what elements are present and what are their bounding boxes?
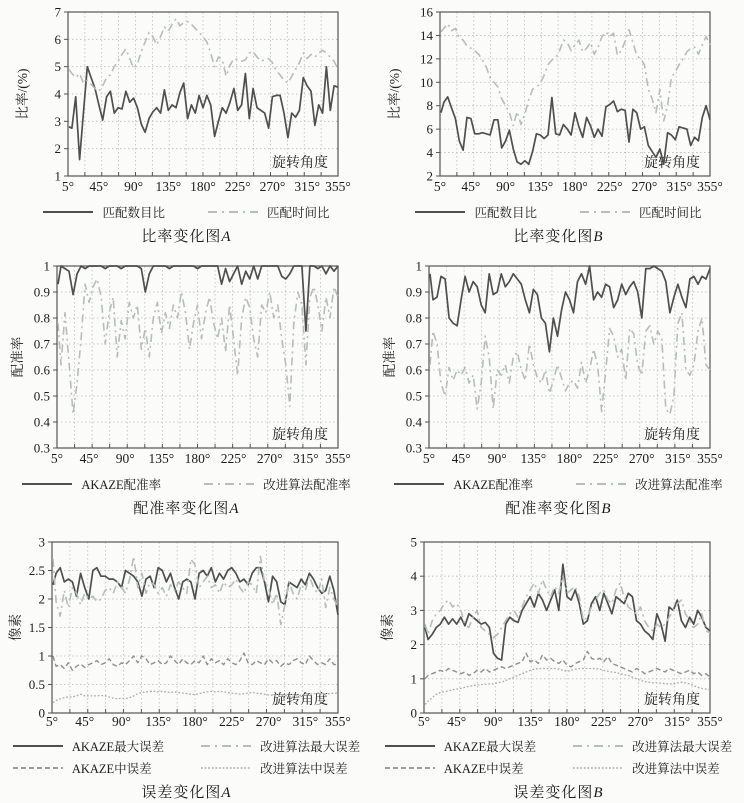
- y-tick-label: 0.7: [405, 336, 422, 352]
- y-tick-label: 6: [426, 121, 433, 137]
- caption-suffix: A: [229, 501, 239, 517]
- x-tick-label: 270°: [627, 714, 654, 729]
- legend-line-sample: [384, 741, 436, 751]
- series-line: [53, 556, 338, 624]
- x-tick-label: 315°: [294, 179, 320, 194]
- y-tick-label: 12: [420, 51, 433, 67]
- chart-ratio-a-caption: [141, 225, 230, 246]
- y-tick-label: 0.5: [28, 677, 45, 692]
- x-tick-label: 90°: [112, 714, 131, 729]
- x-axis-annotation: 旋转角度: [644, 156, 700, 171]
- legend-item: [200, 737, 360, 755]
- y-tick-label: 7: [54, 4, 61, 20]
- chart-error-a-legend: [12, 737, 360, 777]
- legend-item: [572, 759, 732, 777]
- legend-label: 匹配数目比: [102, 206, 165, 220]
- legend-item: [384, 737, 536, 755]
- legend-label: AKAZE配准率: [81, 478, 162, 492]
- chart-error-b-legend: [384, 737, 732, 777]
- legend-label: 改进算法配准率: [263, 478, 351, 492]
- x-tick-label: 315°: [293, 451, 319, 466]
- chart-ratio-b-caption: [513, 225, 602, 246]
- y-tick-label: 5: [54, 59, 61, 75]
- x-tick-label: 135°: [527, 179, 554, 194]
- x-tick-label: 355°: [325, 451, 351, 466]
- y-axis-title: 像素: [380, 614, 395, 641]
- y-tick-label: 0.8: [405, 310, 422, 326]
- y-axis-title: 比率/(%): [15, 68, 30, 120]
- y-tick-label: 1: [38, 648, 45, 664]
- y-tick-label: 16: [420, 4, 433, 20]
- x-tick-label: 315°: [664, 714, 691, 729]
- y-tick-label: 3: [410, 602, 417, 618]
- y-tick-label: 1: [410, 671, 417, 687]
- legend-item: [12, 759, 164, 777]
- x-axis-annotation: 旋转角度: [644, 693, 700, 708]
- chart-registration-a-caption: [133, 497, 238, 518]
- chart-registration-b: [372, 250, 744, 530]
- x-tick-label: 5°: [417, 714, 431, 729]
- legend-label: 改进算法配准率: [635, 478, 723, 492]
- x-tick-label: 90°: [124, 179, 144, 194]
- chart-error-a: [0, 530, 372, 803]
- x-tick-label: 270°: [255, 714, 282, 729]
- legend-item: [200, 759, 360, 777]
- x-tick-label: 270°: [256, 451, 283, 466]
- y-tick-label: 1: [415, 258, 422, 274]
- legend-line-sample: [203, 479, 255, 489]
- y-tick-label: 3: [38, 534, 45, 550]
- legend-item: [579, 203, 702, 221]
- legend-line-sample: [579, 207, 631, 217]
- x-tick-label: 270°: [259, 179, 286, 194]
- y-tick-label: 3: [54, 113, 61, 129]
- x-tick-label: 225°: [596, 179, 623, 194]
- x-tick-label: 5°: [50, 451, 64, 466]
- caption-text: 配准率变化图: [133, 501, 230, 517]
- y-tick-label: 10: [420, 74, 433, 90]
- chart-ratio-b-legend: [414, 203, 701, 221]
- x-tick-label: 90°: [484, 714, 503, 729]
- y-tick-label: 0.9: [405, 284, 422, 300]
- legend-item: [575, 475, 723, 493]
- legend-line-sample: [42, 207, 94, 217]
- y-tick-label: 14: [420, 27, 433, 43]
- legend-label: 改进算法中误差: [632, 762, 720, 776]
- x-tick-label: 225°: [590, 714, 617, 729]
- y-axis-title: 配准率: [10, 336, 25, 378]
- chart-error-b-caption: [513, 781, 602, 802]
- x-tick-label: 45°: [451, 451, 471, 466]
- x-tick-label: 225°: [220, 451, 247, 466]
- series-line: [441, 97, 710, 164]
- y-tick-label: 1.5: [28, 620, 45, 635]
- x-axis-annotation: 旋转角度: [272, 693, 328, 708]
- y-axis-title: 像素: [8, 614, 23, 641]
- series-line: [425, 564, 710, 660]
- legend-line-sample: [575, 479, 627, 489]
- x-tick-label: 225°: [224, 179, 251, 194]
- caption-suffix: A: [221, 229, 231, 245]
- y-tick-label: 4: [426, 145, 433, 161]
- y-tick-label: 0.6: [33, 362, 50, 378]
- chart-error-b: [372, 530, 744, 803]
- x-tick-label: 5°: [422, 451, 436, 466]
- legend-line-sample: [414, 207, 466, 217]
- x-tick-label: 225°: [592, 451, 619, 466]
- series-line: [425, 651, 710, 678]
- y-tick-label: 2: [410, 637, 417, 653]
- legend-label: AKAZE中误差: [71, 762, 152, 776]
- y-tick-label: 0.5: [405, 388, 422, 404]
- x-tick-label: 45°: [75, 714, 95, 729]
- caption-suffix: A: [221, 785, 231, 801]
- x-tick-label: 180°: [554, 714, 580, 729]
- series-line: [69, 19, 338, 92]
- legend-label: 匹配时间比: [267, 206, 330, 220]
- legend-line-sample: [572, 741, 624, 751]
- y-tick-label: 1: [54, 168, 61, 184]
- legend-label: AKAZE中误差: [443, 762, 524, 776]
- x-tick-label: 270°: [631, 179, 658, 194]
- chart-registration-a-plot: [0, 250, 372, 470]
- y-tick-label: 0.8: [33, 310, 50, 326]
- legend-line-sample: [12, 741, 64, 751]
- y-tick-label: 0.4: [405, 414, 422, 430]
- x-tick-label: 315°: [292, 714, 319, 729]
- x-axis-annotation: 旋转角度: [272, 428, 328, 443]
- chart-registration-a: [0, 250, 372, 530]
- y-tick-label: 0: [410, 705, 417, 721]
- x-tick-label: 180°: [184, 451, 211, 466]
- chart-error-a-caption: [141, 781, 230, 802]
- x-tick-label: 225°: [218, 714, 245, 729]
- chart-ratio-b-plot: [372, 0, 744, 198]
- y-axis-title: 比率/(%): [387, 68, 402, 120]
- y-axis-title: 配准率: [382, 336, 397, 378]
- legend-line-sample: [384, 763, 436, 773]
- y-tick-label: 0.3: [33, 440, 50, 456]
- chart-ratio-b: [372, 0, 744, 250]
- x-tick-label: 180°: [182, 714, 208, 729]
- x-tick-label: 355°: [697, 179, 723, 194]
- legend-label: 匹配数目比: [474, 206, 537, 220]
- x-tick-label: 180°: [556, 451, 583, 466]
- series-line: [69, 67, 338, 160]
- x-tick-label: 90°: [487, 451, 507, 466]
- legend-line-sample: [21, 479, 73, 489]
- legend-label: AKAZE最大误差: [443, 740, 537, 754]
- x-tick-label: 355°: [697, 451, 723, 466]
- chart-registration-b-caption: [505, 497, 610, 518]
- caption-text: 配准率变化图: [505, 501, 602, 517]
- chart-registration-a-legend: [21, 475, 350, 493]
- x-tick-label: 180°: [562, 179, 588, 194]
- legend-item: [12, 737, 164, 755]
- legend-item: [572, 737, 732, 755]
- series-line: [58, 266, 338, 331]
- chart-error-b-plot: [372, 530, 744, 733]
- x-axis-annotation: 旋转角度: [644, 428, 700, 443]
- x-tick-label: 355°: [325, 714, 351, 729]
- x-tick-label: 5°: [61, 179, 75, 194]
- chart-ratio-a-legend: [42, 203, 329, 221]
- y-tick-label: 5: [410, 534, 417, 550]
- x-tick-label: 45°: [447, 714, 467, 729]
- y-tick-label: 0.6: [405, 362, 422, 378]
- legend-line-sample: [12, 763, 64, 773]
- x-tick-label: 135°: [148, 451, 175, 466]
- caption-text: 误差变化图: [141, 785, 222, 801]
- chart-registration-b-plot: [372, 250, 744, 470]
- y-tick-label: 0.5: [33, 388, 50, 404]
- x-tick-label: 5°: [433, 179, 447, 194]
- caption-suffix: B: [593, 229, 603, 245]
- y-tick-label: 0.3: [405, 440, 422, 456]
- x-tick-label: 90°: [496, 179, 516, 194]
- legend-line-sample: [200, 763, 252, 773]
- y-tick-label: 0.4: [33, 414, 50, 430]
- caption-text: 比率变化图: [513, 229, 594, 245]
- x-tick-label: 180°: [190, 179, 216, 194]
- chart-ratio-a: [0, 0, 372, 250]
- x-tick-label: 45°: [79, 451, 99, 466]
- legend-line-sample: [207, 207, 259, 217]
- y-tick-label: 0.7: [33, 336, 50, 352]
- legend-item: [414, 203, 537, 221]
- caption-text: 误差变化图: [513, 785, 594, 801]
- caption-suffix: B: [601, 501, 611, 517]
- legend-item: [207, 203, 330, 221]
- y-tick-label: 0.9: [33, 284, 50, 300]
- y-tick-label: 6: [54, 31, 61, 47]
- y-tick-label: 4: [410, 568, 417, 584]
- y-tick-label: 2: [54, 141, 61, 157]
- x-tick-label: 270°: [628, 451, 655, 466]
- legend-item: [384, 759, 536, 777]
- caption-text: 比率变化图: [141, 229, 222, 245]
- y-tick-label: 2.5: [28, 563, 45, 578]
- x-tick-label: 5°: [45, 714, 59, 729]
- x-tick-label: 45°: [89, 179, 109, 194]
- legend-label: AKAZE最大误差: [71, 740, 165, 754]
- caption-suffix: B: [593, 785, 603, 801]
- legend-line-sample: [572, 763, 624, 773]
- legend-label: AKAZE配准率: [453, 478, 534, 492]
- series-line: [441, 24, 710, 126]
- x-axis-annotation: 旋转角度: [272, 156, 328, 171]
- x-tick-label: 315°: [665, 451, 691, 466]
- y-tick-label: 8: [426, 98, 433, 114]
- chart-ratio-a-plot: [0, 0, 372, 198]
- legend-label: 改进算法最大误差: [260, 740, 361, 754]
- x-tick-label: 45°: [461, 179, 481, 194]
- legend-label: 匹配时间比: [639, 206, 702, 220]
- legend-item: [393, 475, 533, 493]
- x-tick-label: 135°: [155, 179, 182, 194]
- legend-item: [42, 203, 165, 221]
- y-tick-label: 2: [426, 168, 433, 184]
- chart-error-a-plot: [0, 530, 372, 733]
- x-tick-label: 135°: [517, 714, 544, 729]
- x-tick-label: 355°: [325, 179, 351, 194]
- y-tick-label: 1: [43, 258, 50, 274]
- legend-label: 改进算法中误差: [260, 762, 348, 776]
- y-tick-label: 0: [38, 705, 45, 721]
- legend-label: 改进算法最大误差: [632, 740, 733, 754]
- legend-line-sample: [200, 741, 252, 751]
- chart-registration-b-legend: [393, 475, 722, 493]
- series-line: [58, 279, 338, 414]
- legend-item: [203, 475, 351, 493]
- series-line: [53, 568, 338, 615]
- x-tick-label: 355°: [697, 714, 723, 729]
- series-line: [430, 266, 710, 352]
- series-line: [430, 313, 710, 414]
- legend-item: [21, 475, 161, 493]
- legend-line-sample: [393, 479, 445, 489]
- x-tick-label: 315°: [666, 179, 692, 194]
- series-line: [53, 653, 338, 670]
- x-tick-label: 90°: [115, 451, 135, 466]
- x-tick-label: 135°: [145, 714, 172, 729]
- x-tick-label: 135°: [520, 451, 547, 466]
- y-tick-label: 2: [38, 591, 45, 607]
- y-tick-label: 4: [54, 86, 61, 102]
